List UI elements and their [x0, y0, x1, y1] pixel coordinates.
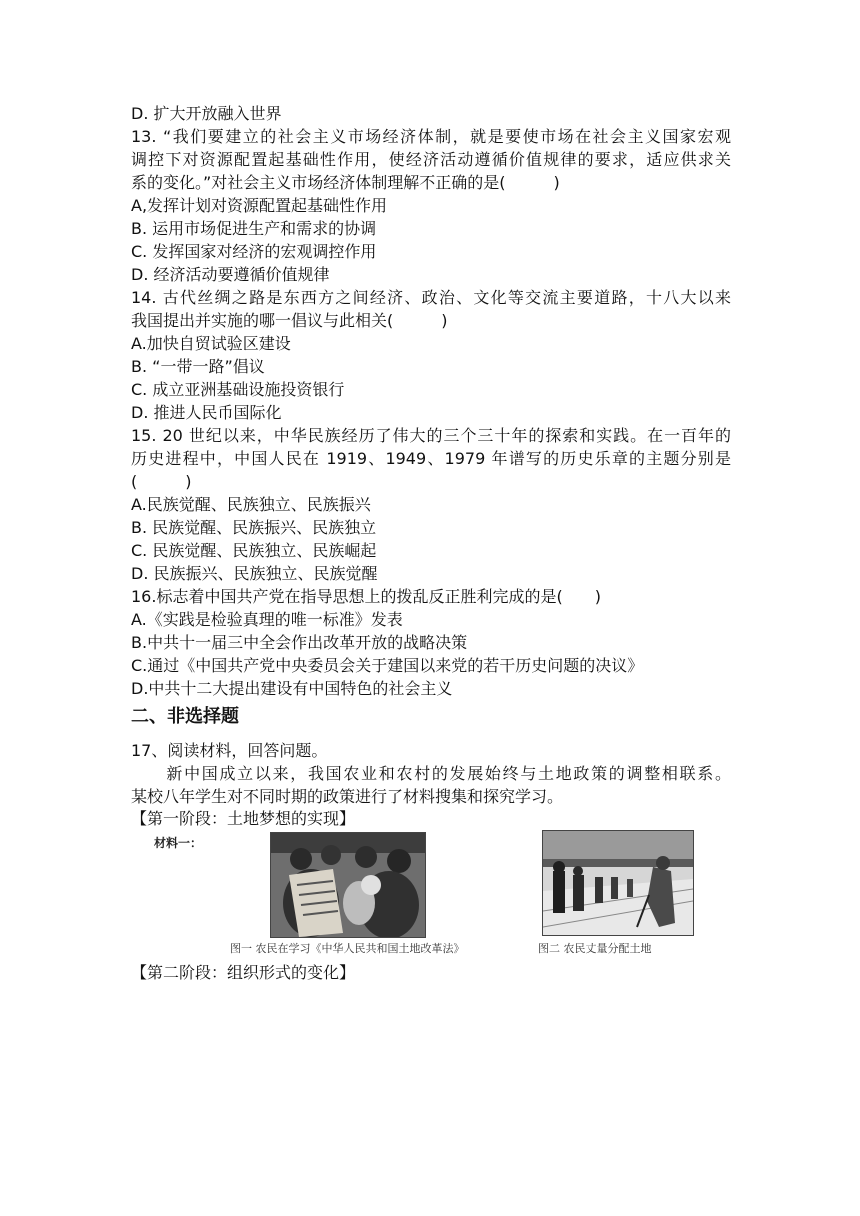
q14-stem-line2: 我国提出并实施的哪一倡议与此相关( ) — [131, 311, 448, 330]
material1-figure — [150, 830, 670, 956]
q15-option-b: B. 民族觉醒、民族振兴、民族独立 — [131, 518, 377, 537]
q13-stem-line3: 系的变化。”对社会主义市场经济体制理解不正确的是( ) — [131, 173, 560, 192]
q13-option-a: A,发挥计划对资源配置起基础性作用 — [131, 196, 388, 215]
q15-option-a: A.民族觉醒、民族独立、民族振兴 — [131, 495, 371, 514]
q17-stem: 17、阅读材料，回答问题。 — [131, 741, 328, 760]
photo-farmers-measuring-graphic — [543, 831, 693, 935]
q16-option-a: A.《实践是检验真理的唯一标准》发表 — [131, 610, 403, 629]
q17-intro-line1: 新中国成立以来，我国农业和农村的发展始终与土地政策的调整相联系。 — [131, 764, 731, 783]
q17-stage2-heading: 【第二阶段：组织形式的变化】 — [131, 963, 356, 982]
section-heading-non-choice: 二、非选择题 — [131, 706, 239, 727]
q16-option-b: B.中共十一届三中全会作出改革开放的战略决策 — [131, 633, 468, 652]
q13-stem-line2: 调控下对资源配置起基础性作用，使经济活动遵循价值规律的要求，适应供求关 — [131, 150, 731, 169]
q16-option-c: C.通过《中国共产党中央委员会关于建国以来党的若干历史问题的决议》 — [131, 656, 644, 675]
q13-option-b: B. 运用市场促进生产和需求的协调 — [131, 219, 377, 238]
photo-farmers-measuring-land — [542, 830, 694, 936]
q14-stem-line1: 14. 古代丝绸之路是东西方之间经济、政治、文化等交流主要道路，十八大以来 — [131, 288, 731, 307]
q13-option-c: C. 发挥国家对经济的宏观调控作用 — [131, 242, 377, 261]
q17-stage1-heading: 【第一阶段：土地梦想的实现】 — [131, 809, 356, 828]
q14-option-b: B. “一带一路”倡议 — [131, 357, 265, 376]
q13-stem-line1: 13. “我们要建立的社会主义市场经济体制，就是要使市场在社会主义国家宏观 — [131, 127, 731, 146]
q15-option-c: C. 民族觉醒、民族独立、民族崛起 — [131, 541, 377, 560]
q13-option-d: D. 经济活动要遵循价值规律 — [131, 265, 330, 284]
q16-option-d: D.中共十二大提出建设有中国特色的社会主义 — [131, 679, 453, 698]
q14-option-d: D. 推进人民币国际化 — [131, 403, 282, 422]
q15-stem-line1: 15. 20 世纪以来，中华民族经历了伟大的三个三十年的探索和实践。在一百年的 — [131, 426, 731, 445]
figure2-caption: 图二 农民丈量分配土地 — [538, 942, 652, 955]
material1-label: 材料一： — [154, 836, 203, 850]
photo-farmers-studying-graphic — [271, 833, 425, 937]
figure1-caption: 图一 农民在学习《中华人民共和国土地改革法》 — [230, 942, 465, 955]
q16-stem: 16.标志着中国共产党在指导思想上的拨乱反正胜利完成的是( ) — [131, 587, 601, 606]
q14-option-c: C. 成立亚洲基础设施投资银行 — [131, 380, 345, 399]
q15-stem-line3: ( ) — [131, 472, 192, 491]
q17-intro-line2: 某校八年学生对不同时期的政策进行了材料搜集和探究学习。 — [131, 787, 564, 806]
q15-option-d: D. 民族振兴、民族独立、民族觉醒 — [131, 564, 378, 583]
photo-farmers-studying-land-law — [270, 832, 426, 938]
q15-stem-line2: 历史进程中，中国人民在 1919、1949、1979 年谱写的历史乐章的主题分别是 — [131, 449, 731, 468]
q14-option-a: A.加快自贸试验区建设 — [131, 334, 291, 353]
q12-option-d: D. 扩大开放融入世界 — [131, 104, 282, 123]
